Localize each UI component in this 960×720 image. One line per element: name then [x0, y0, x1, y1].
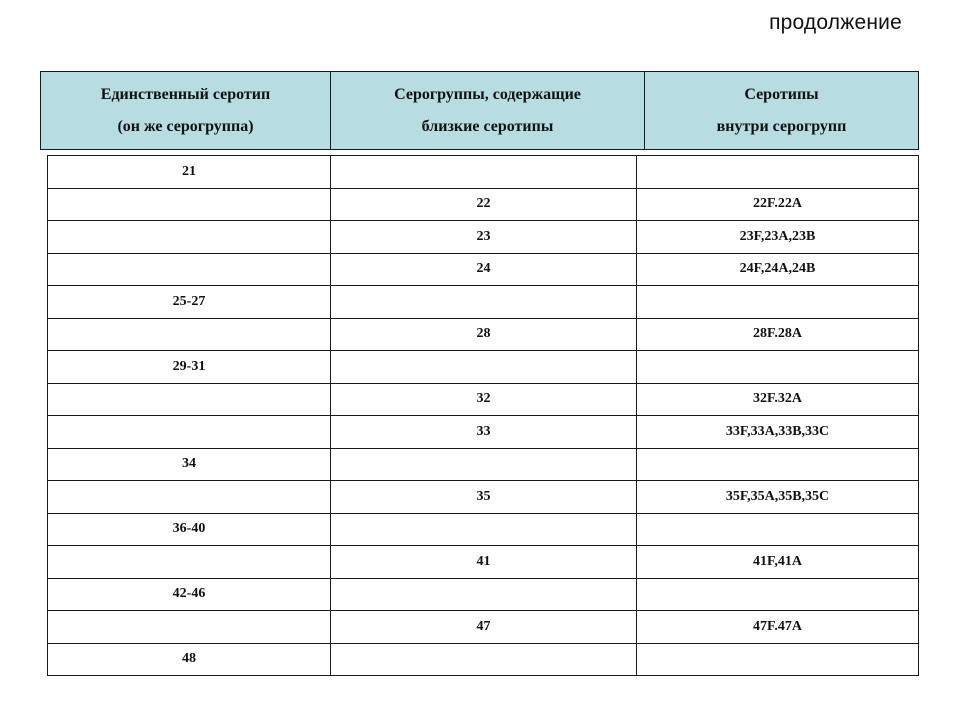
cell-serotypes: 28F.28A	[637, 318, 919, 351]
cell-serotypes: 41F,41A	[637, 546, 919, 579]
cell-single-serotype	[48, 481, 331, 514]
cell-single-serotype: 21	[48, 156, 331, 189]
cell-serogroup: 24	[331, 253, 637, 286]
cell-serogroup	[331, 448, 637, 481]
table-row	[48, 221, 919, 254]
table-row	[48, 643, 919, 676]
table-row	[48, 351, 919, 384]
cell-single-serotype: 25-27	[48, 286, 331, 319]
table-row	[48, 481, 919, 514]
table-row	[48, 156, 919, 189]
cell-serogroup: 33	[331, 416, 637, 449]
cell-serogroup: 35	[331, 481, 637, 514]
header-serotypes-within	[645, 72, 919, 150]
table-row	[48, 546, 919, 579]
table-row	[48, 578, 919, 611]
header-serogroups	[331, 72, 645, 150]
cell-serogroup: 41	[331, 546, 637, 579]
table-row	[48, 416, 919, 449]
header-line: внутри серогрупп	[716, 117, 847, 135]
header-line: Серотипы	[744, 85, 819, 103]
cell-serogroup	[331, 351, 637, 384]
table-row	[48, 383, 919, 416]
cell-serogroup	[331, 643, 637, 676]
serotype-table	[47, 155, 919, 676]
header-row	[41, 72, 919, 150]
table-row	[48, 318, 919, 351]
table-row	[48, 611, 919, 644]
cell-serogroup: 28	[331, 318, 637, 351]
cell-single-serotype	[48, 416, 331, 449]
header-line: (он же серогруппа)	[117, 117, 254, 135]
cell-single-serotype	[48, 221, 331, 254]
header-single-serotype	[41, 72, 331, 150]
cell-serotypes	[637, 156, 919, 189]
cell-single-serotype: 34	[48, 448, 331, 481]
cell-single-serotype	[48, 611, 331, 644]
cell-single-serotype	[48, 318, 331, 351]
cell-single-serotype: 42-46	[48, 578, 331, 611]
table-row	[48, 513, 919, 546]
cell-serogroup	[331, 156, 637, 189]
header-line: близкие серотипы	[421, 117, 554, 135]
cell-serogroup	[331, 513, 637, 546]
cell-single-serotype: 48	[48, 643, 331, 676]
cell-serogroup: 23	[331, 221, 637, 254]
cell-serotypes: 22F.22A	[637, 188, 919, 221]
cell-serogroup: 32	[331, 383, 637, 416]
cell-serogroup	[331, 578, 637, 611]
cell-serotypes	[637, 286, 919, 319]
cell-serotypes: 35F,35A,35B,35C	[637, 481, 919, 514]
cell-serotypes: 24F,24A,24B	[637, 253, 919, 286]
continued-label: продолжение	[769, 11, 902, 34]
header-line: Серогруппы, содержащие	[394, 85, 581, 103]
cell-serotypes: 47F.47A	[637, 611, 919, 644]
header-line: Единственный серотип	[100, 85, 271, 103]
cell-single-serotype	[48, 188, 331, 221]
cell-single-serotype	[48, 546, 331, 579]
cell-single-serotype: 36-40	[48, 513, 331, 546]
cell-serotypes: 23F,23A,23B	[637, 221, 919, 254]
cell-serotypes: 32F.32A	[637, 383, 919, 416]
cell-serotypes	[637, 351, 919, 384]
table-row	[48, 286, 919, 319]
cell-single-serotype	[48, 383, 331, 416]
cell-serotypes	[637, 578, 919, 611]
cell-serogroup: 47	[331, 611, 637, 644]
table-row	[48, 188, 919, 221]
table-row	[48, 448, 919, 481]
cell-serotypes: 33F,33A,33B,33C	[637, 416, 919, 449]
cell-single-serotype: 29-31	[48, 351, 331, 384]
cell-single-serotype	[48, 253, 331, 286]
cell-serotypes	[637, 643, 919, 676]
table-row	[48, 253, 919, 286]
cell-serogroup: 22	[331, 188, 637, 221]
cell-serotypes	[637, 448, 919, 481]
cell-serotypes	[637, 513, 919, 546]
table-body	[48, 156, 919, 676]
cell-serogroup	[331, 286, 637, 319]
table-header	[40, 71, 919, 150]
